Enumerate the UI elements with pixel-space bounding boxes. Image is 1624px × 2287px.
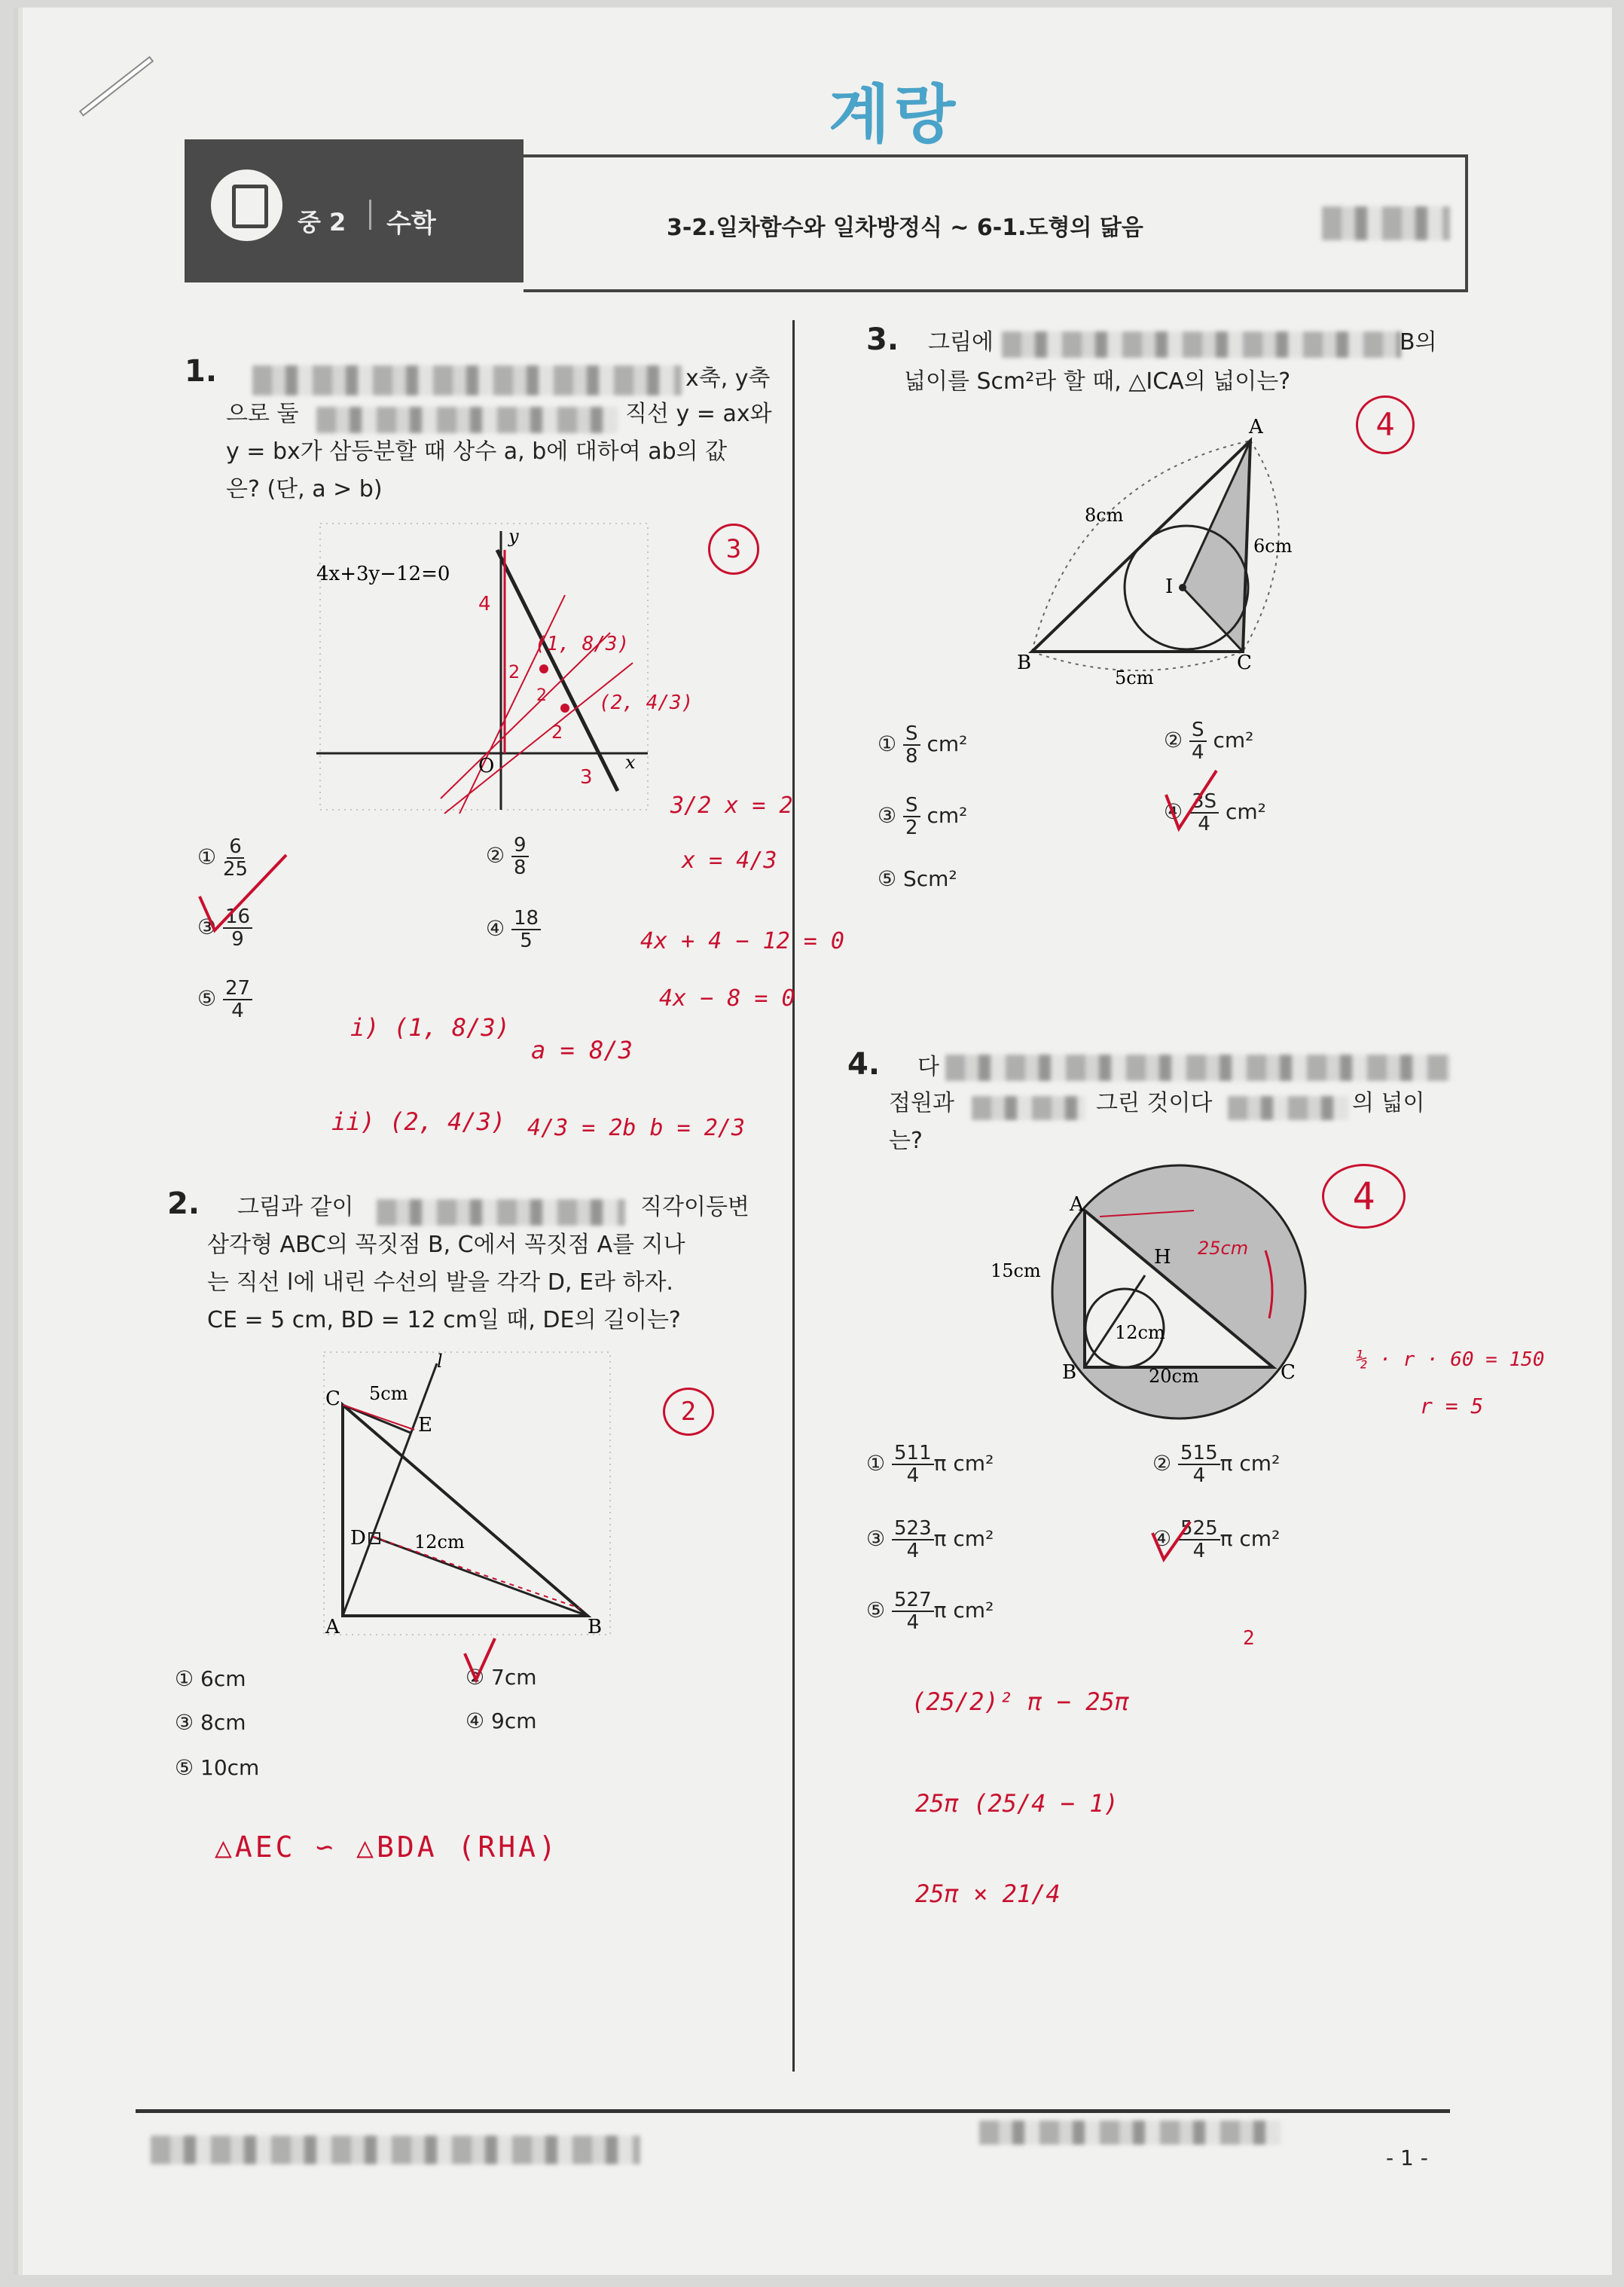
q3-checkmark-icon [1160, 765, 1220, 832]
fig4-a: A [1070, 1193, 1084, 1216]
q4-choice-3[interactable] [866, 1518, 994, 1562]
q2-choice-2[interactable]: ② 7cm [466, 1665, 537, 1690]
graph-two-a: 2 [508, 661, 520, 682]
q2-checkmark-icon [461, 1635, 499, 1687]
fig4-h: H [1154, 1246, 1171, 1269]
q3-choice-3[interactable] [878, 795, 967, 838]
choice-denominator: 4 [906, 1611, 920, 1634]
choice-numerator: 9 [511, 835, 529, 857]
fig-ce: 5cm [369, 1383, 408, 1404]
choice-mark: ③ [197, 914, 217, 939]
choice-mark: ⑤ [866, 1598, 886, 1623]
q1-hw-ii: ii) (2, 4/3) [331, 1107, 506, 1136]
choice-mark: ② [1152, 1451, 1172, 1476]
q4-line3: 는? [889, 1128, 923, 1154]
graph-equation: 4x+3y−12=0 [316, 563, 450, 585]
fig4-bc: 20cm [1149, 1366, 1199, 1387]
q4-checkmark-icon [1149, 1518, 1194, 1563]
q2-choice-4[interactable]: ④ 9cm [466, 1708, 537, 1733]
choice-numerator: 18 [511, 908, 541, 930]
q3-redacted [1002, 331, 1401, 358]
choice-numerator: S [1189, 719, 1207, 742]
q1-hw-eq4: 4x − 8 = 0 [659, 985, 795, 1012]
q1-choice-4[interactable] [486, 908, 541, 951]
q1-hw-eq2: x = 4/3 [682, 847, 777, 874]
q4-line2a: 접원과 [889, 1090, 954, 1116]
choice-mark: ① [878, 731, 897, 756]
graph-two-b: 2 [536, 686, 547, 705]
document-icon [211, 169, 282, 241]
choice-mark: ⑤ [878, 866, 897, 891]
top-handwriting: 계랑 [829, 78, 960, 151]
fig-l: l [437, 1351, 443, 1372]
choice-mark: ② [1164, 728, 1183, 753]
q1-redacted [252, 365, 682, 395]
q4-choice-1[interactable] [866, 1443, 994, 1486]
q1-hw-eq1: 3/2 x = 2 [670, 792, 793, 819]
choice-unit: π cm² [933, 1526, 994, 1551]
choice-denominator: 5 [520, 930, 533, 952]
header-unit-frame [524, 154, 1468, 292]
q1-line3: y = bx가 삼등분할 때 상수 a, b에 대하여 ab의 값 [226, 438, 728, 465]
q1-choice-2[interactable] [486, 835, 529, 878]
page-number: - 1 - [1386, 2145, 1428, 2170]
q2-line3: 는 직선 l에 내린 수선의 발을 각각 D, E라 하자. [207, 1269, 673, 1296]
fig4-hw25: 25cm [1198, 1238, 1249, 1259]
q1-hw-eq3: 4x + 4 − 12 = 0 [640, 928, 844, 954]
choice-denominator: 4 [1192, 1540, 1206, 1562]
graph-origin: O [478, 755, 495, 777]
graph-x-label: x [625, 752, 636, 773]
choice-numerator: S [903, 795, 920, 817]
q1-hw-i: i) (1, 8/3) [350, 1013, 510, 1042]
q1-number: 1. [185, 354, 218, 389]
choice-numerator: 527 [892, 1589, 934, 1612]
choice-unit: π cm² [1220, 1526, 1281, 1551]
q4-number: 4. [847, 1047, 881, 1082]
q2-figure [316, 1348, 618, 1642]
q4-line2c: 의 넓이 [1352, 1090, 1425, 1116]
choice-unit: π cm² [933, 1598, 994, 1623]
q3-line1a: 그림에 [928, 329, 994, 356]
grade-label: 중 2 [298, 208, 346, 237]
q1-hw-pt1: (1, 8/3) [535, 633, 630, 655]
choice-unit: cm² [1225, 799, 1266, 824]
fig3-c: C [1237, 652, 1252, 674]
unit-range: 3-2.일차함수와 일차방정식 ~ 6-1.도형의 닮음 [667, 215, 1143, 241]
q4-hw-w1: (25/2)² π − 25π [911, 1687, 1129, 1716]
choice-unit: cm² [1213, 728, 1254, 753]
footer-redacted-right [979, 2121, 1281, 2145]
q4-hw-w2: 25π (25/4 − 1) [915, 1789, 1119, 1818]
footer-redacted-left [151, 2136, 640, 2164]
choice-denominator: 4 [1192, 741, 1204, 764]
choice-mark: ① [866, 1451, 886, 1476]
q2-line2: 삼각형 ABC의 꼭짓점 B, C에서 꼭짓점 A를 지나 [207, 1232, 685, 1258]
column-divider [792, 320, 795, 2072]
q4-hw-answer: 4 [1322, 1164, 1406, 1229]
q4-hw-w3: 25π × 21/4 [915, 1879, 1061, 1908]
fig3-ac: 6cm [1253, 536, 1293, 557]
fig-b: B [588, 1616, 603, 1638]
q3-number: 3. [866, 322, 899, 357]
choice-mark: ④ [1152, 1526, 1172, 1551]
q1-hw-answer: 3 [708, 524, 759, 575]
q3-choice-5[interactable] [878, 866, 957, 891]
choice-unit: cm² [926, 731, 968, 756]
choice-denominator: 4 [231, 1000, 244, 1022]
choice-mark: ③ [878, 803, 897, 828]
q2-line1: 그림과 같이 [237, 1194, 354, 1220]
choice-unit: π cm² [933, 1451, 994, 1476]
choice-denominator: 25 [223, 858, 249, 881]
choice-denominator: 4 [906, 1540, 920, 1562]
fig-e: E [418, 1414, 432, 1437]
q2-hw-answer: 2 [663, 1388, 714, 1436]
choice-denominator: 4 [1198, 813, 1210, 835]
choice-numerator: S [903, 723, 920, 746]
choice-unit: π cm² [1220, 1451, 1281, 1476]
fig-d: D [350, 1527, 366, 1550]
q4-hw-r2: r = 5 [1420, 1394, 1484, 1418]
q2-choice-5[interactable]: ⑤ 10cm [175, 1755, 260, 1780]
q4-figure [979, 1164, 1326, 1424]
q1-hw-pt2: (2, 4/3) [599, 692, 694, 714]
fig3-b: B [1017, 652, 1032, 674]
q3-choice-2[interactable] [1164, 719, 1253, 763]
q1-hw-a: a = 8/3 [531, 1036, 633, 1064]
fig-bd: 12cm [414, 1531, 465, 1553]
q2-choice-3[interactable]: ③ 8cm [175, 1710, 246, 1735]
choice-mark: ② [486, 843, 505, 868]
choice-numerator: 27 [223, 978, 252, 1000]
choice-denominator: 2 [905, 817, 918, 839]
graph-three: 3 [580, 766, 593, 789]
choice-mark: ③ [866, 1526, 886, 1551]
choice-numerator: 515 [1178, 1443, 1220, 1465]
q2-choice-1[interactable]: ① 6cm [175, 1666, 246, 1691]
choice-text: Scm² [903, 866, 957, 891]
graph-four: 4 [478, 593, 491, 615]
choice-denominator: 8 [905, 745, 918, 768]
choice-unit: cm² [926, 803, 968, 828]
q1-hw-b: 4/3 = 2b b = 2/3 [527, 1115, 745, 1141]
q1-choice-5[interactable] [197, 978, 252, 1021]
q1-line2b: 직선 y = ax와 [625, 401, 772, 427]
choice-mark: ① [197, 844, 217, 869]
q3-figure [1017, 418, 1303, 697]
q1-line1: x축, y축 [685, 365, 771, 392]
choice-numerator: 525 [1178, 1518, 1220, 1540]
choice-numerator: 16 [223, 906, 252, 929]
fig4-c: C [1281, 1361, 1296, 1384]
fig4-b: B [1062, 1361, 1077, 1384]
q4-redacted [945, 1055, 1450, 1081]
fig-c: C [325, 1388, 340, 1410]
footer-rule [136, 2109, 1450, 2113]
choice-denominator: 4 [1192, 1464, 1206, 1487]
q2-redacted [377, 1199, 625, 1226]
q4-line1: 다 [917, 1054, 939, 1080]
q2-line4: CE = 5 cm, BD = 12 cm일 때, DE의 길이는? [207, 1307, 681, 1333]
q2-hw-note: △AEC ∽ △BDA (RHA) [215, 1831, 559, 1864]
choice-denominator: 9 [231, 928, 244, 951]
q4-choice-5[interactable] [866, 1589, 994, 1633]
fig3-i: I [1165, 576, 1174, 598]
q2-line1b: 직각이등변 [640, 1194, 749, 1220]
fig-a: A [325, 1616, 340, 1638]
choice-numerator: 3S [1189, 791, 1219, 814]
choice-numerator: 523 [892, 1518, 934, 1540]
subject-label: 수학 [386, 209, 436, 239]
q2-number: 2. [167, 1186, 200, 1221]
fig3-bc: 5cm [1115, 667, 1154, 689]
q3-hw-answer: 4 [1356, 395, 1415, 454]
q1-checkmark-icon [192, 851, 298, 942]
fig4-ah: 12cm [1115, 1322, 1165, 1343]
q4-choice-2[interactable] [1152, 1443, 1280, 1486]
q3-choice-1[interactable] [878, 723, 967, 767]
q3-line1b: B의 [1400, 329, 1437, 356]
graph-y-label: y [508, 526, 519, 547]
choice-numerator: 6 [227, 836, 244, 859]
header-subject-block [185, 139, 524, 282]
fig3-a: A [1249, 418, 1263, 438]
q1-line2a: 으로 둘 [226, 401, 299, 427]
choice-numerator: 511 [892, 1443, 934, 1465]
choice-mark: ⑤ [197, 986, 217, 1011]
q1-redacted-2 [316, 407, 618, 433]
q4-redacted-3 [1228, 1096, 1348, 1120]
choice-mark: ④ [486, 916, 505, 941]
q4-line2b: 그린 것이다 [1096, 1090, 1213, 1116]
q3-line2: 넓이를 Scm²라 할 때, △ICA의 넓이는? [904, 368, 1291, 395]
graph-two-c: 2 [551, 722, 563, 743]
choice-mark: ④ [1164, 799, 1183, 824]
fig4-ab: 15cm [991, 1260, 1041, 1281]
choice-denominator: 8 [514, 856, 527, 879]
q1-line4: 은? (단, a > b) [226, 476, 383, 502]
q1-graph [316, 520, 655, 817]
choice-denominator: 4 [906, 1464, 920, 1487]
name-blur [1322, 206, 1450, 240]
q4-redacted-2 [972, 1096, 1085, 1120]
fig3-ab: 8cm [1085, 505, 1124, 526]
q4-hw-two: 2 [1243, 1627, 1255, 1650]
q4-hw-r1: ½ · r · 60 = 150 [1356, 1348, 1545, 1371]
